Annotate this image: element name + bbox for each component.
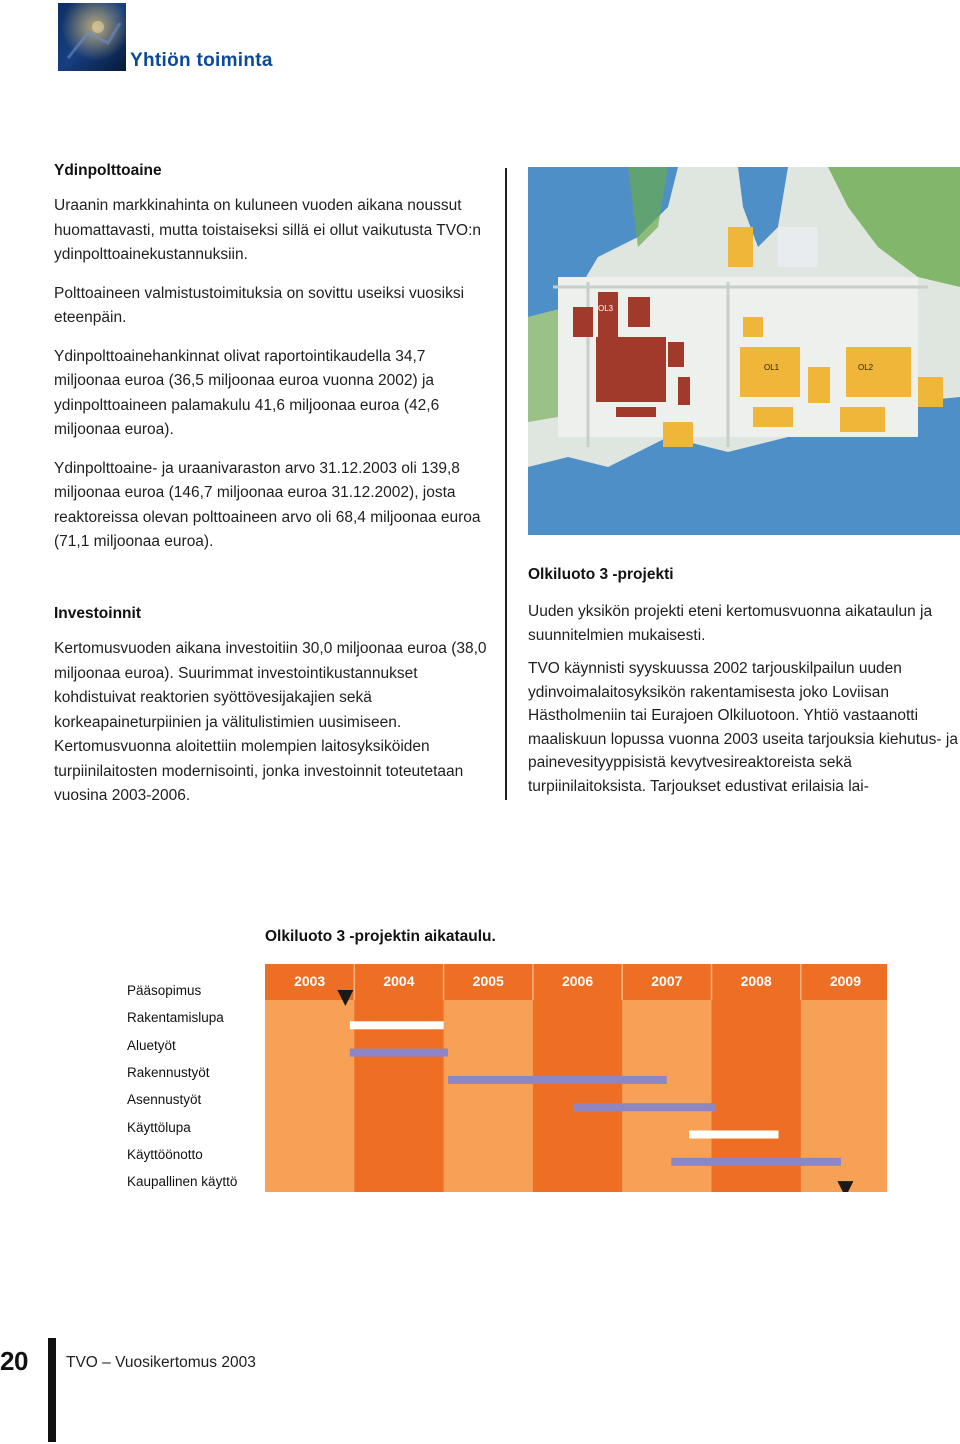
section-title: Yhtiön toiminta: [130, 50, 273, 71]
task-label: Rakennustyöt: [127, 1064, 210, 1080]
fuel-paragraph-2: Polttoaineen valmistustoimituksia on sovittu useiksi vuosiksi eteenpäin.: [54, 284, 465, 326]
unit-ol1-label: OL1: [764, 363, 780, 372]
olkiluoto-paragraph-2: TVO käynnisti syyskuussa 2002 tarjouskilpailun uuden ydinvoimalaitosyksikön rakentamisesta joko Loviisan Hästholmeniin tai Eurajoen Olkiluotoon. Yhtiö vastaanotti maaliskuun lopussa vuonna 2003 useita tarjouksia kiehutus- ja painevesityyppisistä kevytvesireaktoreista sekä turpiinilaitoksista. Tarjoukset edustivat erilaisia lai-: [528, 660, 958, 795]
header-photo-image: [58, 3, 126, 71]
task-label: Pääsopimus: [127, 983, 202, 998]
task-bar: [689, 1131, 778, 1139]
footer-doc-title: TVO – Vuosikertomus 2003: [66, 1354, 256, 1371]
year-label-2009: 2009: [829, 973, 862, 989]
unit-ol3-label: OL3: [598, 304, 614, 313]
task-label: Käyttölupa: [127, 1119, 191, 1135]
olkiluoto-section: [528, 566, 958, 798]
fuel-section: [54, 162, 494, 555]
task-label: Rakentamislupa: [127, 1010, 224, 1026]
year-label-2006: 2006: [561, 973, 594, 989]
year-label-2004: 2004: [383, 973, 415, 989]
fuel-paragraph-1: Uraanin markkinahinta on kuluneen vuoden aikana noussut huomattavasti, mutta toistaiseksi sillä ei ollut vaikutusta TVO:n ydinpolttoainekustannuksiin.: [54, 197, 482, 263]
year-label-2005: 2005: [472, 973, 504, 989]
footer-bar: [48, 1338, 56, 1442]
investments-section: [54, 605, 494, 809]
task-label: Asennustyöt: [127, 1092, 202, 1108]
task-label: Aluetyöt: [127, 1037, 176, 1053]
column-divider: [505, 168, 507, 800]
task-bar: [350, 1021, 444, 1029]
year-label-2003: 2003: [294, 973, 326, 989]
site-map: [528, 167, 960, 535]
task-label: Kaupallinen käyttö: [127, 1174, 238, 1190]
task-label: Käyttöönotto: [127, 1146, 203, 1162]
fuel-paragraph-3: Ydinpolttoainehankinnat olivat raportointikaudella 34,7 miljoonaa euroa (36,5 miljoonaa euroa vuonna 2002) ja ydinpolttoaineen palamakulu 41,6 miljoonaa euroa (42,6 miljoonaa euroa).: [54, 347, 440, 438]
year-label-2008: 2008: [740, 973, 772, 989]
schedule-title: Olkiluoto 3 -projektin aikataulu.: [265, 928, 496, 945]
year-label-2007: 2007: [651, 973, 683, 989]
unit-ol2-label: OL2: [858, 363, 874, 372]
fuel-paragraph-4: Ydinpolttoaine- ja uraanivaraston arvo 31.12.2003 oli 139,8 miljoonaa euroa (146,7 miljoonaa euroa 31.12.2002), josta reaktoreissa olevan polttoaineen arvo oli 68,4 miljoonaa euroa (71,1 miljoonaa euroa).: [54, 459, 481, 550]
fuel-heading: Ydinpolttoaine: [54, 162, 162, 179]
olkiluoto-paragraph-1: Uuden yksikön projekti eteni kertomusvuonna aikataulun ja suunnitelmien mukaisesti.: [528, 603, 933, 644]
schedule-chart-svg: [265, 964, 887, 1192]
investments-heading: Investoinnit: [54, 605, 141, 622]
schedule-chart: [265, 964, 887, 1197]
task-bar: [350, 1049, 448, 1057]
header-photo: [58, 3, 126, 71]
task-bar: [448, 1076, 667, 1084]
task-bar: [573, 1103, 716, 1111]
page-number: 20: [0, 1346, 28, 1376]
investments-paragraph: Kertomusvuoden aikana investoitiin 30,0 miljoonaa euroa (38,0 miljoonaa euroa). Suurimmat investointikustannukset kohdistuivat reaktorien syöttövesijakajien sekä korkeapaineturpiinien ja välitulistimien uusimiseen. Kertomusvuonna aloitettiin molempien laitosyksiköiden turpiinilaitosten modernisointi, jonka investoinnit toteutetaan vuosina 2003-2006.: [54, 640, 487, 804]
site-map-image: [528, 167, 960, 535]
task-bar: [671, 1158, 841, 1166]
olkiluoto-heading: Olkiluoto 3 -projekti: [528, 566, 674, 583]
